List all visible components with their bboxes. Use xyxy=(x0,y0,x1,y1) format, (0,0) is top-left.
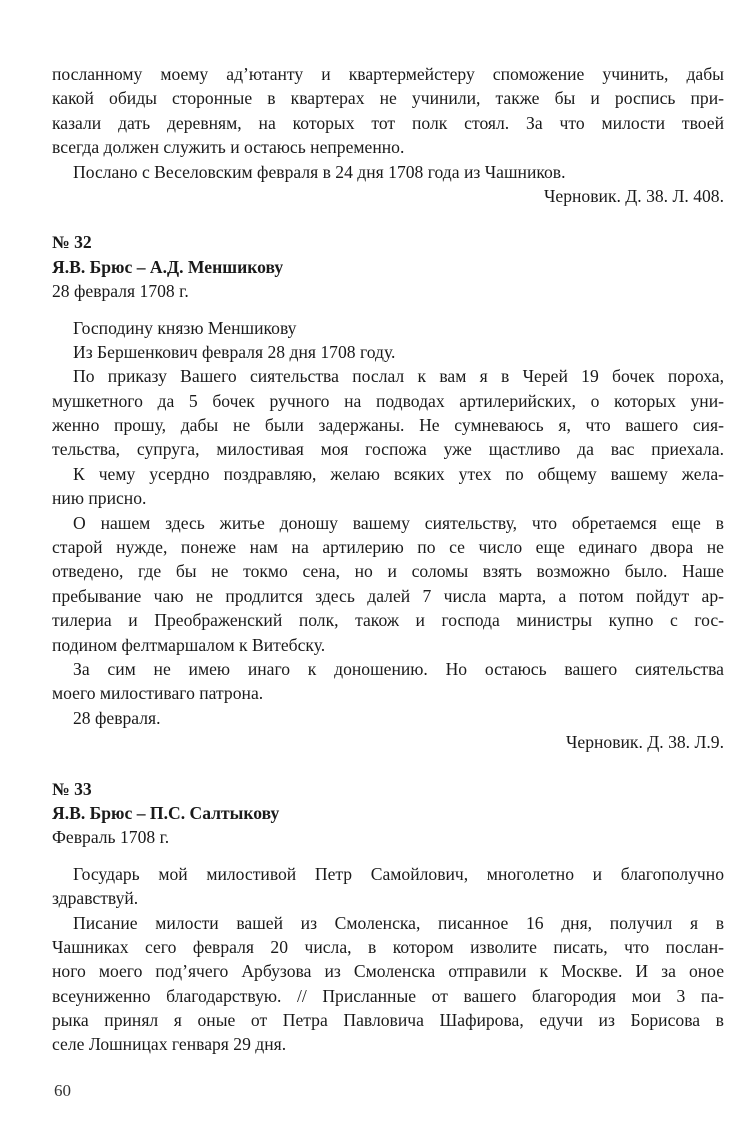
doc-header: Я.В. Брюс – А.Д. Меншикову xyxy=(52,256,284,277)
doc-date: 28 февраля 1708 г. xyxy=(52,281,189,302)
text-line: женно прошу, дабы не были задержаны. Не сумневаюсь я, что вашего сия- xyxy=(52,415,724,436)
doc-number: № 33 xyxy=(52,778,92,799)
text-line: Писание милости вашей из Смоленска, писанное 16 дня, получил я в xyxy=(73,912,724,933)
text-line: Чашниках сего февраля 20 числа, в котором изволите писать, что послан- xyxy=(52,936,724,957)
text-line: ного моего под’ячего Арбузова из Смоленска отправили к Москве. И за оное xyxy=(52,961,724,982)
paragraph xyxy=(52,657,724,706)
letter-closing-date: 28 февраля. xyxy=(73,707,161,728)
text-line: рыка принял я оные от Петра Павловича Шафирова, едучи из Борисова в xyxy=(52,1010,724,1031)
text-line: К чему усердно поздравляю, желаю всяких утех по общему вашему жела- xyxy=(73,463,724,484)
doc-date: Февраль 1708 г. xyxy=(52,827,170,848)
document-32 xyxy=(52,230,724,754)
text-line: моего милостиваго патрона. xyxy=(52,683,264,704)
text-line: селе Лошницах генваря 29 дня. xyxy=(52,1034,287,1055)
text-line: Государь мой милостивой Петр Самойлович, многолетно и благополучно xyxy=(73,863,724,884)
text-line: тилериа и Преображенский полк, також и господа министры купно с гос- xyxy=(52,610,724,631)
doc-number: № 32 xyxy=(52,232,92,253)
paragraph xyxy=(52,462,724,511)
text-line: нию присно. xyxy=(52,488,147,509)
text-line: посланному моему ад’ютанту и квартермейстеру споможение учинить, дабы xyxy=(52,64,724,84)
text-line: какой обиды сторонные в квартерах не учинили, также бы и роспись при- xyxy=(52,88,724,109)
text-line: всеуниженно благодарствую. // Присланные от вашего благородия мои 3 па- xyxy=(52,985,724,1006)
text-line: По приказу Вашего сиятельства послал к вам я в Черей 19 бочек пороха, xyxy=(73,366,724,387)
text-line: мушкетного да 5 бочек ручного на подводах артилерийских, о которых уни- xyxy=(52,390,724,411)
paragraph xyxy=(52,364,724,462)
intro-sent-note: Послано с Веселовским февраля в 24 дня 1708 года из Чашников. xyxy=(73,161,566,182)
text-line: казали дать деревням, на которых тот полк стоял. За что милости твоей xyxy=(52,112,724,133)
text-line: отведено, где бы не токмо сена, но и соломы взять возможно было. Наше xyxy=(52,561,724,582)
paragraph xyxy=(52,862,724,911)
text-line: пребывание чаю не продлится здесь далей 7 числа марта, а потом пойдут ар- xyxy=(52,585,724,606)
text-line: старой нужде, понеже нам на артилерию по се число еще единаго двора не xyxy=(52,537,724,558)
text-line: О нашем здесь житье доношу вашему сиятельству, что обретаемся еще в xyxy=(73,512,724,533)
page-body xyxy=(52,62,724,1057)
intro-paragraph xyxy=(52,62,724,160)
intro-source: Черновик. Д. 38. Л. 408. xyxy=(543,185,724,206)
paragraph xyxy=(52,511,724,657)
paragraph xyxy=(52,911,724,1057)
page-number: 60 xyxy=(54,1081,71,1100)
text-line: За сим не имею инаго к доношению. Но остаюсь вашего сиятельства xyxy=(73,658,724,679)
text-line: подином фелтмаршалом к Витебску. xyxy=(52,634,326,655)
document-33 xyxy=(52,777,724,1057)
doc-header: Я.В. Брюс – П.С. Салтыкову xyxy=(52,802,280,823)
letter-from: Из Бершенкович февраля 28 дня 1708 году. xyxy=(73,341,396,362)
letter-address: Господину князю Меншикову xyxy=(73,317,297,338)
text-line: тельства, супруга, милостивая моя госпожа уже щастливо да вас приехала. xyxy=(52,439,724,460)
text-line: всегда должен служить и остаюсь непременно. xyxy=(52,137,405,158)
doc-source: Черновик. Д. 38. Л.9. xyxy=(565,732,724,753)
text-line: здравствуй. xyxy=(52,888,139,909)
